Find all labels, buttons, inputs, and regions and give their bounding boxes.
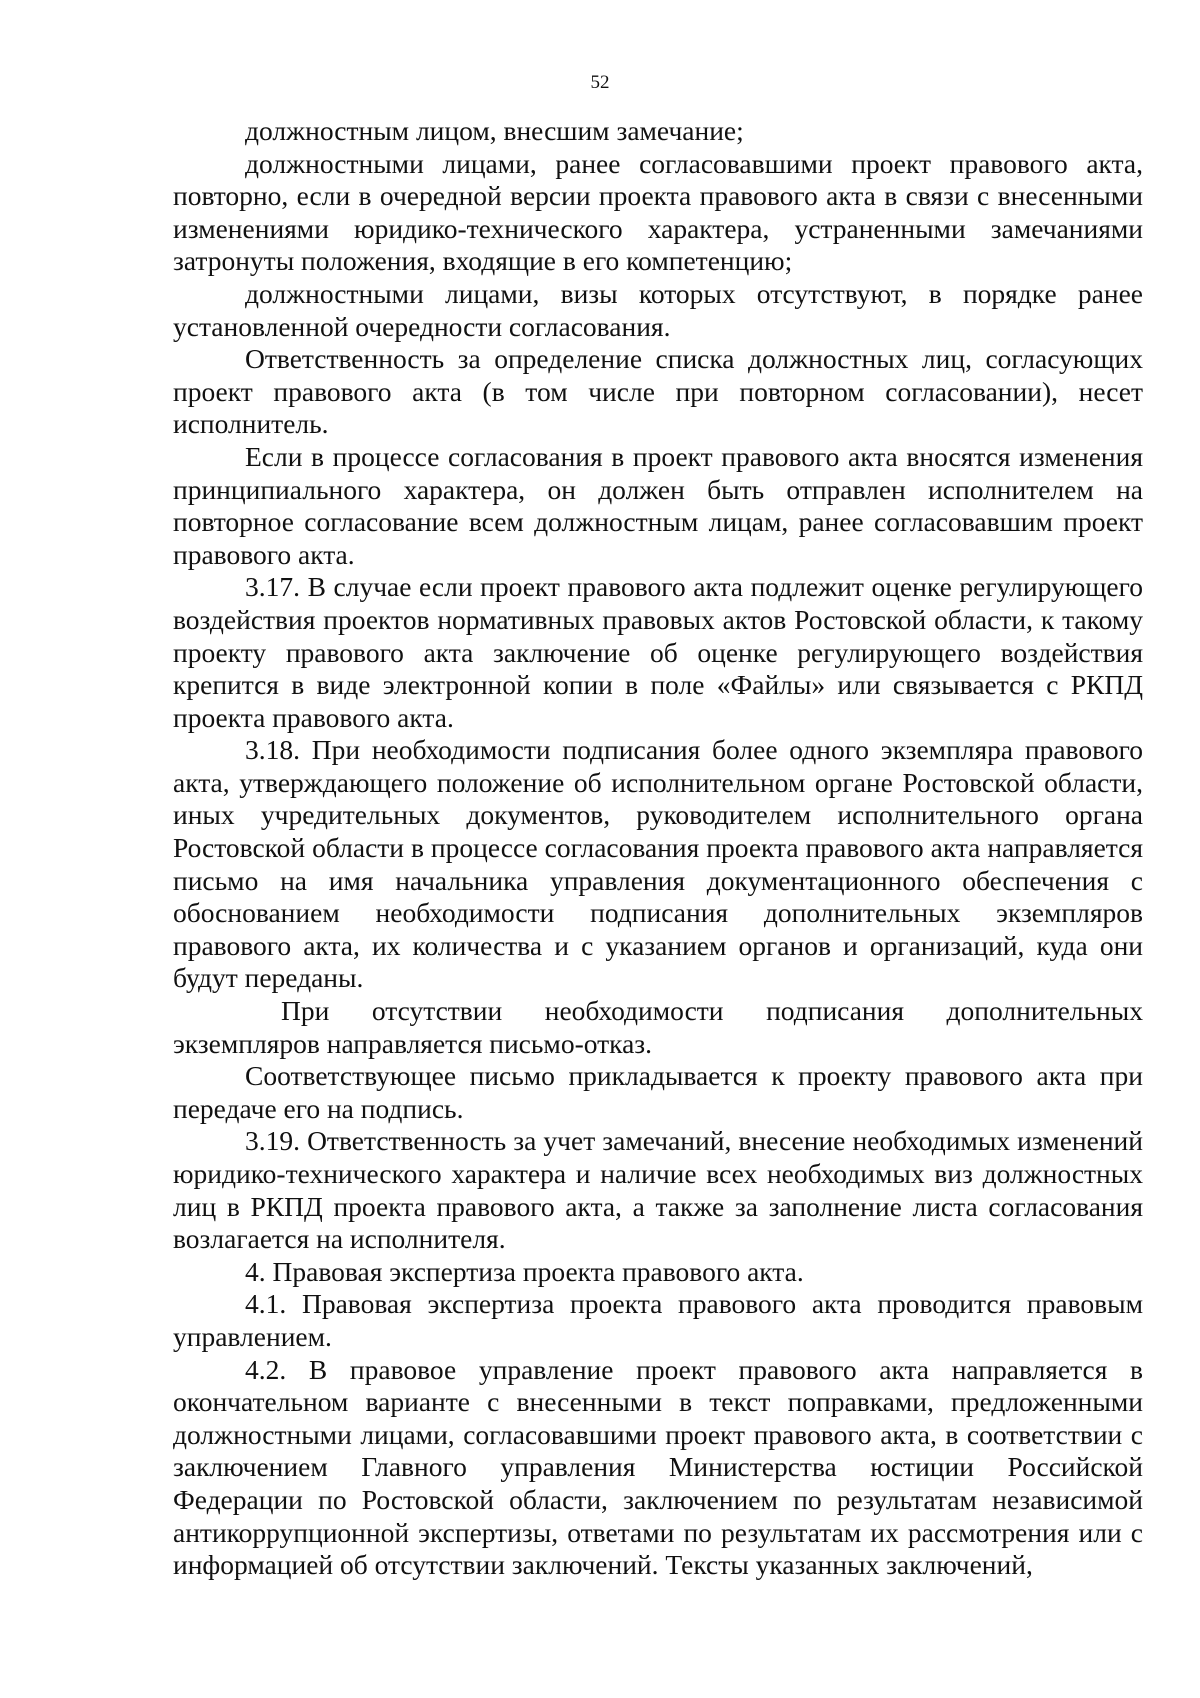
paragraph-3-17: 3.17. В случае если проект правового акта подлежит оценке регулирующего воздействия проектов нормативных правовых актов Ростовской области, к такому проекту правового акта заключение об оценке регулирующего воздействия крепится в виде электронной копии в поле «Файлы» или связывается с РКПД проекта правового акта. xyxy=(173,571,1143,733)
paragraph: должностным лицом, внесшим замечание; xyxy=(245,115,744,146)
section-heading-4: 4. Правовая экспертиза проекта правового акта. xyxy=(245,1255,804,1287)
paragraph: должностными лицами, визы которых отсутствуют, в порядке ранее установленной очередности согласования. xyxy=(173,277,1143,342)
paragraph: Соответствующее письмо прикладывается к проекту правового акта при передаче его на подпись. xyxy=(173,1060,1143,1124)
paragraph: Ответственность за определение списка должностных лиц, согласующих проект правового акта (в том числе при повторном согласовании), несет исполнитель. xyxy=(173,343,1143,440)
paragraph-3-19: 3.19. Ответственность за учет замечаний, внесение необходимых изменений юридико-технического характера и наличие всех необходимых виз должностных лиц в РКПД проекта правового акта, а также за заполнение листа согласования возлагается на исполнителя. xyxy=(173,1125,1143,1255)
paragraph-4-2: 4.2. В правовое управление проект правового акта направляется в окончательном варианте с внесенными в текст поправками, предложенными должностными лицами, согласовавшими проект правового акта, в соответствии с заключением Главного управления Министерства юстиции Российской Федерации по Ростовской области, заключением по результатам независимой антикоррупционной экспертизы, ответами по результатам их рассмотрения или с информацией об отсутствии заключений. Тексты указанных заключений, xyxy=(173,1353,1143,1581)
page-number: 52 xyxy=(590,72,610,93)
document-body xyxy=(173,115,1143,1582)
paragraph-4-1: 4.1. Правовая экспертиза проекта правового акта проводится правовым управлением. xyxy=(173,1288,1143,1352)
paragraph: При отсутствии необходимости подписания дополнительных экземпляров направляется письмо-отказ. xyxy=(173,995,1143,1059)
paragraph: Если в процессе согласования в проект правового акта вносятся изменения принципиального характера, он должен быть отправлен исполнителем на повторное согласование всем должностным лицам, ранее согласовавшим проект правового акта. xyxy=(173,440,1143,570)
paragraph-3-18: 3.18. При необходимости подписания более одного экземпляра правового акта, утверждающего положение об исполнительном органе Ростовской области, иных учредительных документов, руководителем исполнительного органа Ростовской области в процессе согласования проекта правового акта направляется письмо на имя начальника управления документационного обеспечения с обоснованием необходимости подписания дополнительных экземпляров правового акта, их количества и с указанием органов и организаций, куда они будут переданы. xyxy=(173,734,1143,994)
paragraph: должностными лицами, ранее согласовавшими проект правового акта, повторно, если в очередной версии проекта правового акта в связи с внесенными изменениями юридико-технического характера, устраненными замечаниями затронуты положения, входящие в его компетенцию; xyxy=(173,147,1143,277)
